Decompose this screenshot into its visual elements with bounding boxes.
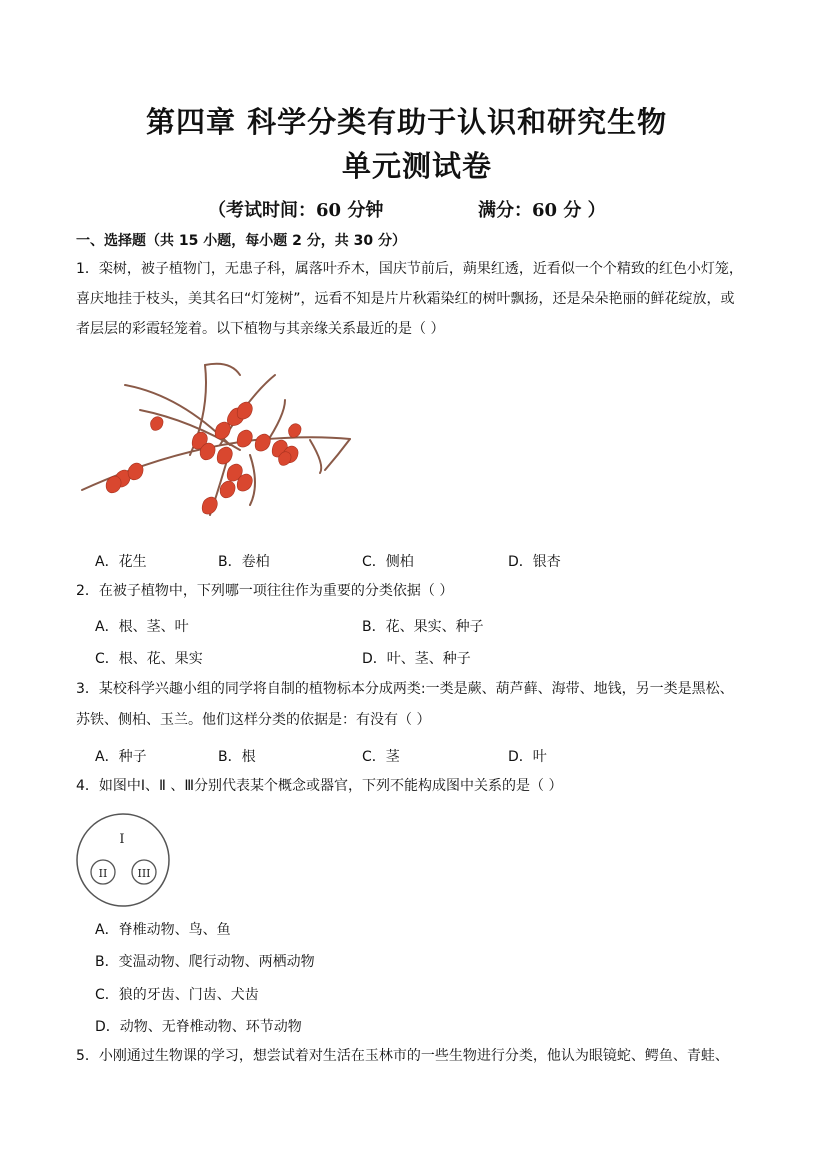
q2-option-c: C．根、花、果实 xyxy=(95,651,203,667)
q3-option-a: A．种子 xyxy=(95,749,147,765)
question-1-line-2: 喜庆地挂于枝头，美其名曰“灯笼树”，远看不知是片片秋霜染红的树叶飘扬，还是朵朵艳丽的鲜花绽放，或 xyxy=(76,291,735,307)
page-title: 第四章 科学分类有助于认识和研究生物 xyxy=(146,105,668,139)
q3-option-d: D．叶 xyxy=(508,749,547,765)
exam-time: （考试时间：60 分钟 xyxy=(208,200,384,221)
label-i: I xyxy=(119,832,125,847)
q3-option-b: B．根 xyxy=(218,749,256,765)
concept-circle-diagram xyxy=(74,812,174,908)
question-3-line-2: 苏铁、侧柏、玉兰。他们这样分类的依据是：有没有（ ） xyxy=(76,712,431,728)
q1-option-a: A．花生 xyxy=(95,554,147,570)
question-3-line-1: 3．某校科学兴趣小组的同学将自制的植物标本分成两类:一类是蕨、葫芦藓、海带、地钱，另一类是黑松、 xyxy=(76,681,734,697)
label-ii: II xyxy=(98,867,108,880)
question-4-line-1: 4．如图中Ⅰ、Ⅱ 、Ⅲ分别代表某个概念或器官，下列不能构成图中关系的是（ ） xyxy=(76,778,563,794)
outer-circle-i xyxy=(77,814,169,906)
q1-option-c: C．侧柏 xyxy=(362,554,414,570)
question-2-line-1: 2．在被子植物中，下列哪一项往往作为重要的分类依据（ ） xyxy=(76,583,454,599)
berry-clusters xyxy=(106,402,301,514)
question-1-line-3: 者层层的彩霞轻笼着。以下植物与其亲缘关系最近的是（ ） xyxy=(76,321,445,337)
q4-option-b: B．变温动物、爬行动物、两栖动物 xyxy=(95,954,315,970)
branch-lines xyxy=(82,364,350,515)
q4-option-c: C．狼的牙齿、门齿、犬齿 xyxy=(95,987,259,1003)
question-5-line-1: 5．小刚通过生物课的学习，想尝试着对生活在玉林市的一些生物进行分类，他认为眼镜蛇、鳄鱼、青蛙、 xyxy=(76,1048,729,1064)
question-1-line-1: 1．栾树，被子植物门，无患子科，属落叶乔木，国庆节前后，蒴果红透，近看似一个个精致的红色小灯笼， xyxy=(76,261,743,277)
q2-option-a: A．根、茎、叶 xyxy=(95,619,189,635)
q4-option-d: D．动物、无脊椎动物、环节动物 xyxy=(95,1019,302,1035)
exam-score: 满分：60 分 ） xyxy=(478,200,606,221)
q1-option-b: B．卷柏 xyxy=(218,554,270,570)
q2-option-d: D．叶、茎、种子 xyxy=(362,651,471,667)
q3-option-c: C．茎 xyxy=(362,749,400,765)
lantern-tree-branch-image xyxy=(80,355,360,530)
q4-option-a: A．脊椎动物、鸟、鱼 xyxy=(95,922,231,938)
page-subtitle: 单元测试卷 xyxy=(342,149,493,183)
label-iii: III xyxy=(137,867,151,880)
q2-option-b: B．花、果实、种子 xyxy=(362,619,484,635)
q1-option-d: D．银杏 xyxy=(508,554,561,570)
section-heading: 一、选择题（共 15 小题，每小题 2 分，共 30 分） xyxy=(76,233,406,249)
